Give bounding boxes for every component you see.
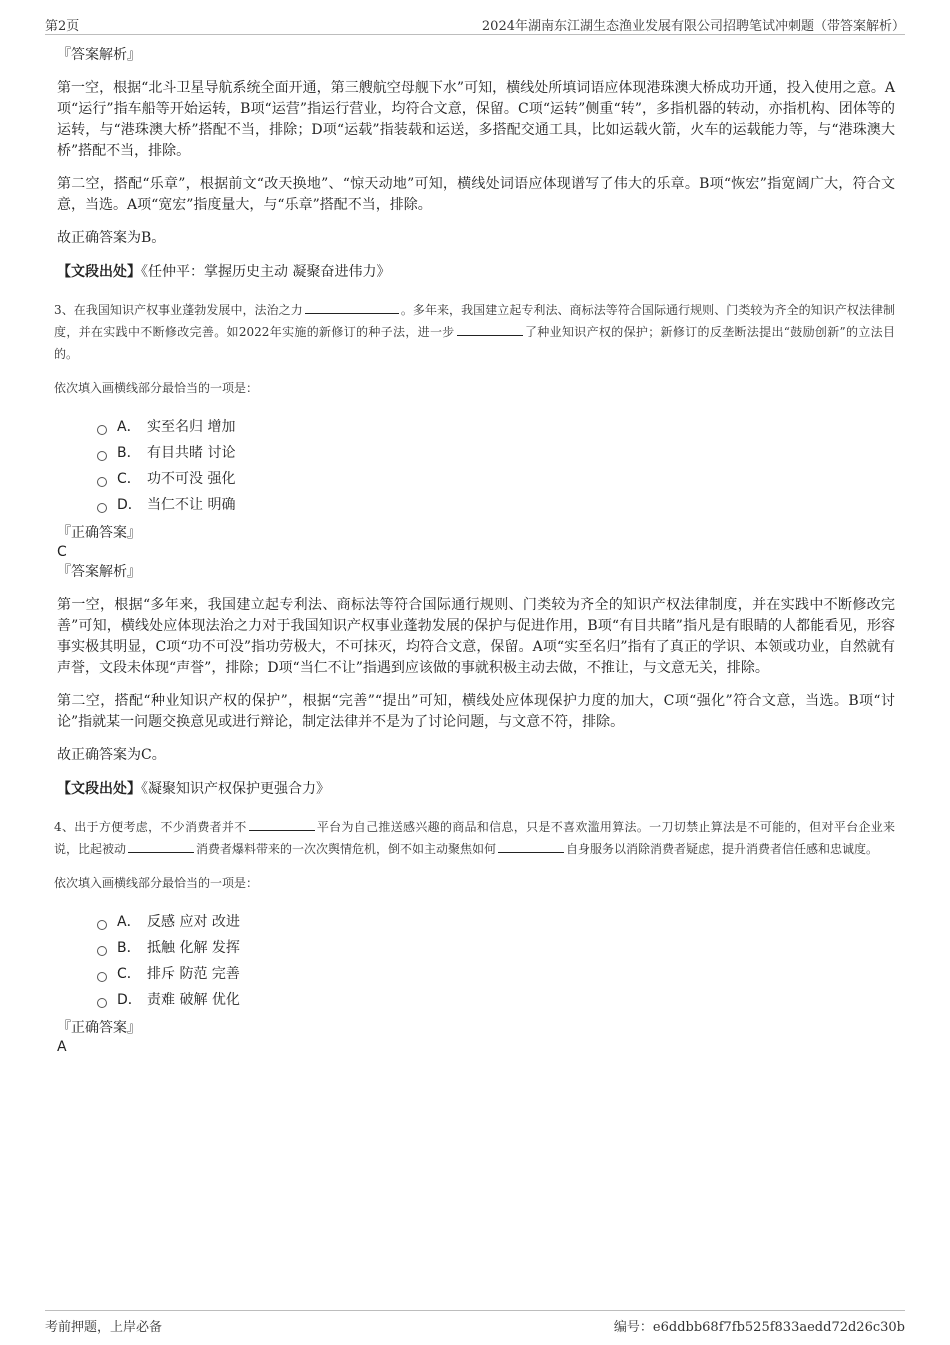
radio-button[interactable] [97,920,107,930]
analysis-conclusion: 故正确答案为B。 [57,230,166,246]
analysis-title: 『答案解析』 [57,47,141,63]
question-3-prompt: 依次填入画横线部分最恰当的一项是： [54,381,259,395]
analysis-paragraph: 第二空，搭配“乐章”，根据前文“改天换地”、“惊天动地”可知，横线处词语应体现谱写了伟大的乐章。B项“恢宏”指宽阔广大，符合文意，当选。A项“宽宏”指度量大，与“乐章”搭配不当，排除。 [57,176,895,213]
analysis-paragraph: 第一空，根据“北斗卫星导航系统全面开通，第三艘航空母舰下水”可知，横线处所填词语应体现港珠澳大桥成功开通，投入使用之意。A项“运行”指车船等开始运转，B项“运营”指运行营业，均符合文意，保留。C项“运转”侧重“转”，多指机器的转动，亦指机构、团体等的运转，与“港珠澳大桥”搭配不当，排除；D项“运载”指装载和运送，多搭配交通工具，比如运载火箭，火车的运载能力等，与“港珠澳大桥”搭配不当，排除。 [57,80,895,159]
radio-button[interactable] [97,503,107,513]
radio-button[interactable] [97,477,107,487]
page-header [45,12,905,35]
radio-button[interactable] [97,451,107,461]
page-content [54,46,895,1056]
option-c[interactable]: C． 排斥 防范 完善 [97,961,895,987]
page-number: 第2页 [45,19,80,34]
footer-slogan: 考前押题，上岸必备 [45,1320,163,1335]
answer-blank [305,301,399,314]
answer-blank [128,840,194,853]
source-citation [57,779,895,800]
answer-title: 『正确答案』 [57,525,141,541]
question-3-text: 3、在我国知识产权事业蓬勃发展中，法治之力 。多年来，我国建立起专利法、商标法等符合国际通行规则、门类较为齐全的知识产权法律制度，并在实践中不断修改完善。如2022年实施的新修订的种子法，进一步 了种业知识产权的保护；新修订的反垄断法提出“鼓励创新”的立法目的。 [54,303,895,361]
radio-button[interactable] [97,946,107,956]
answer-blank [457,323,523,336]
question-3-options [97,414,895,518]
analysis-conclusion: 故正确答案为C。 [57,747,166,763]
source-label: 【文段出处】 [57,781,141,797]
option-d[interactable]: D． 当仁不让 明确 [97,492,895,518]
document-id: 编号：e6ddbb68f7fb525f833aedd72d26c30b [613,1320,905,1335]
source-label: 【文段出处】 [57,264,141,280]
question-4-text: 4、出于方便考虑，不少消费者并不 平台为自己推送感兴趣的商品和信息，只是不喜欢滥用算法。一刀切禁止算法是不可能的，但对平台企业来说，比起被动 消费者爆料带来的一次次舆情危机，倒不如主动聚焦如何 自身服务以消除消费者疑虑，提升消费者信任感和忠诚度。 [54,820,895,856]
source-citation [57,262,895,283]
answer-blank [249,818,315,831]
document-title: 2024年湖南东江湖生态渔业发展有限公司招聘笔试冲刺题（带答案解析） [481,19,905,34]
analysis-paragraph: 第一空，根据“多年来，我国建立起专利法、商标法等符合国际通行规则、门类较为齐全的知识产权法律制度，并在实践中不断修改完善”可知，横线处应体现法治之力对于我国知识产权事业蓬勃发展的保护与促进作用，B项“有目共睹”指凡是有眼睛的人都能看见，形容事实极其明显，C项“功不可没”指功劳极大，不可抹灭，均符合文意，保留。A项“实至名归”指有了真正的学识、本领或功业，自然就有声誉，文段未体现“声誉”，排除；D项“当仁不让”指遇到应该做的事就积极主动去做，不推让，与文意无关，排除。 [57,597,895,676]
option-d[interactable]: D． 责难 破解 优化 [97,987,895,1013]
option-b[interactable]: B． 有目共睹 讨论 [97,440,895,466]
option-c[interactable]: C． 功不可没 强化 [97,466,895,492]
radio-button[interactable] [97,425,107,435]
answer-title: 『正确答案』 [57,1020,141,1036]
option-a[interactable]: A． 实至名归 增加 [97,414,895,440]
radio-button[interactable] [97,998,107,1008]
answer-blank [498,840,564,853]
question-4-options [97,909,895,1013]
option-b[interactable]: B． 抵触 化解 发挥 [97,935,895,961]
analysis-title: 『答案解析』 [57,564,141,580]
source-title: 《任仲平：掌握历史主动 凝聚奋进伟力》 [141,264,391,280]
option-a[interactable]: A． 反感 应对 改进 [97,909,895,935]
correct-answer: C [57,544,67,560]
analysis-paragraph: 第二空，搭配“种业知识产权的保护”，根据“完善”“提出”可知，横线处应体现保护力度的加大，C项“强化”符合文意，当选。B项“讨论”指就某一问题交换意见或进行辩论，制定法律并不是为了讨论问题，与文意不符，排除。 [57,693,895,730]
source-title: 《凝聚知识产权保护更强合力》 [141,781,330,797]
question-4-prompt: 依次填入画横线部分最恰当的一项是： [54,876,259,890]
page-footer [45,1310,905,1335]
correct-answer: A [57,1039,67,1055]
radio-button[interactable] [97,972,107,982]
